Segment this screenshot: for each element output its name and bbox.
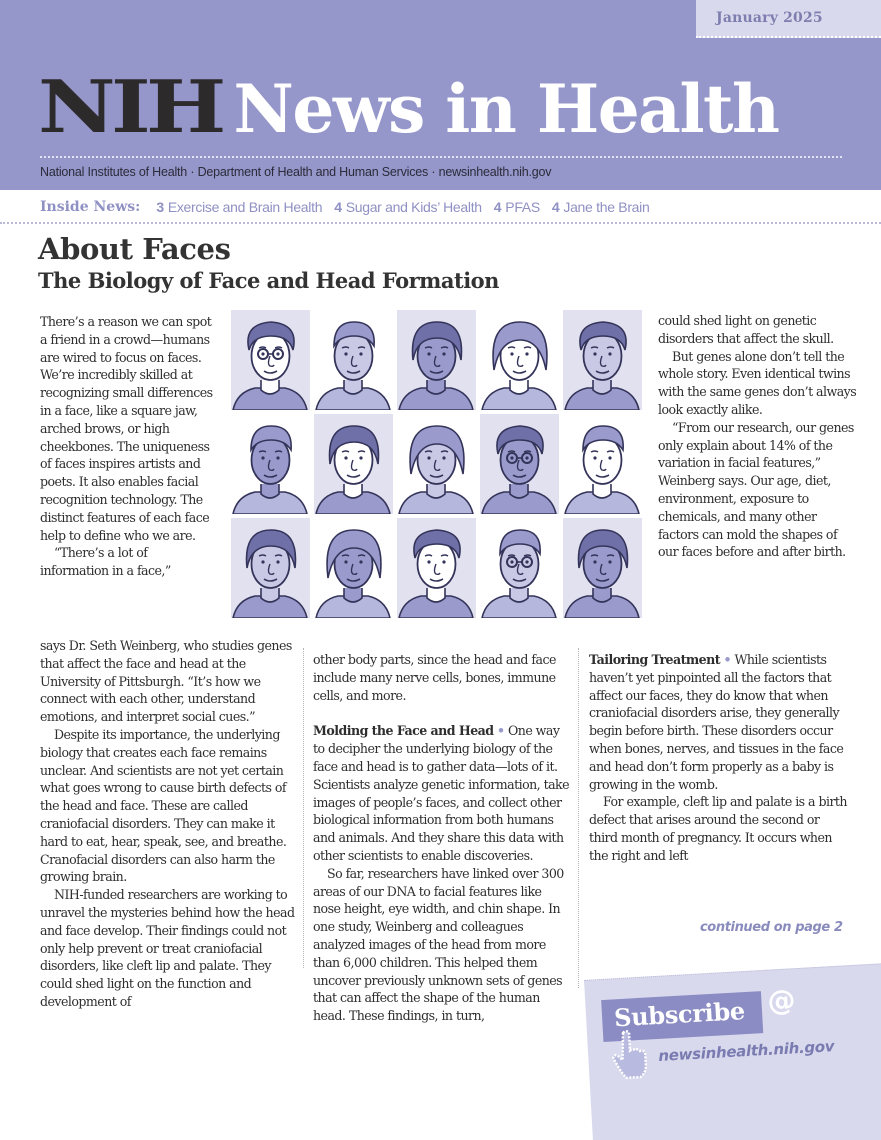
paragraph: other body parts, since the head and face include many nerve cells, bones, immune cells, and more. (313, 652, 556, 703)
issue-date-tab (696, 0, 881, 38)
face-drawing-icon (231, 310, 310, 410)
paragraph: NIH-funded researchers are working to unravel the mysteries behind how the head and face develop. Their findings could not only help prevent or treat craniofacial disorders, like cleft lip and palate. They could shed light on the function and development of (40, 887, 295, 1009)
publication-title (38, 64, 779, 149)
face-drawing-icon (480, 518, 559, 618)
face-portrait (563, 310, 642, 410)
paragraph: could shed light on genetic disorders that affect the skull. (658, 313, 834, 346)
face-drawing-icon (397, 310, 476, 410)
section-heading: Tailoring Treatment (589, 652, 721, 667)
inside-item-title: Exercise and Brain Health (167, 199, 323, 215)
face-portrait (480, 414, 559, 514)
paragraph: But genes alone don’t tell the whole story. Even identical twins with the same genes don’t always look exactly alike. (658, 348, 857, 417)
column-2 (313, 651, 571, 1025)
inside-item-pfas[interactable] (494, 199, 540, 215)
masthead (0, 0, 881, 190)
face-portrait (397, 518, 476, 618)
page-number: 3 (156, 199, 164, 215)
page-number: 4 (493, 199, 502, 215)
face-portrait (314, 414, 393, 514)
masthead-divider (40, 156, 842, 158)
section-text: One way to decipher the underlying biology of the face and head is to gather data—lots of it. Scientists analyze genetic information, take images of people’s faces, and collect other biological information from both humans and animals. And they share this data with other scientists to enable discoveries. (313, 723, 570, 863)
inside-news-divider (0, 222, 881, 224)
face-portrait (314, 518, 393, 618)
face-drawing-icon (563, 518, 642, 618)
paragraph: So far, researchers have linked over 300 areas of our DNA to facial features like nose height, eye width, and chin shape. In one study, Weinberg and colleagues analyzed images of the head from more than 6,000 children. This helped them uncover previously unknown sets of genes that can affect the shape of the human head. These findings, in turn, (313, 865, 564, 1024)
title-nih: NIH (38, 64, 222, 149)
inside-item-jane[interactable] (552, 199, 650, 215)
at-symbol-icon: @ (766, 983, 797, 1018)
section-tailoring (589, 651, 851, 793)
face-drawing-icon (397, 414, 476, 514)
face-drawing-icon (480, 414, 559, 514)
face-drawing-icon (563, 310, 642, 410)
face-portrait (314, 310, 393, 410)
paragraph: There’s a reason we can spot a friend in a crowd—humans are wired to focus on faces. We’re incredibly skilled at recognizing small differences in a face, like a square jaw, arched brows, or high cheekbones. The uniqueness of faces inspires artists and poets. It also enables facial recognition technology. The distinct features of each face help to define who we are. (40, 314, 213, 543)
face-drawing-icon (231, 414, 310, 514)
bullet-dot: • (723, 652, 731, 667)
column-3-top (658, 312, 858, 561)
paragraph: “There’s a lot of information in a face,” (40, 545, 171, 579)
paragraph: Despite its importance, the underlying biology that creates each face remains unclear. And scientists are not yet certain what goes wrong to cause birth defects of the head and face. These are called craniofacial disorders. They can make it hard to eat, hear, speak, see, and breathe. Cranofacial disorders can also harm the growing brain. (40, 726, 287, 885)
inside-news-label: Inside News: (40, 199, 141, 215)
article-subhead: The Biology of Face and Head Formation (38, 268, 499, 293)
column-divider (303, 648, 304, 968)
column-1-bottom (40, 637, 295, 1011)
face-portrait (231, 518, 310, 618)
pointing-hand-icon (609, 1027, 652, 1083)
title-news-in-health: News in Health (233, 70, 779, 148)
inside-item-title: Sugar and Kids’ Health (345, 199, 482, 215)
face-drawing-icon (397, 518, 476, 618)
faces-illustration (231, 310, 645, 618)
bullet-dot: • (497, 723, 505, 739)
article-headline: About Faces (38, 232, 231, 266)
section-heading: Molding the Face and Head (313, 723, 494, 739)
inside-news-bar (40, 196, 661, 218)
face-portrait (563, 518, 642, 618)
page-number: 4 (551, 199, 560, 215)
subscribe-url[interactable]: newsinhealth.nih.gov (657, 1037, 835, 1065)
face-portrait (231, 414, 310, 514)
issue-date: January 2025 (716, 10, 823, 26)
inside-item-title: Jane the Brain (563, 199, 650, 215)
face-portrait (480, 518, 559, 618)
paragraph: “From our research, our genes only explain about 14% of the variation in facial features,” Weinberg says. Our age, diet, environment, exposure to chemicals, and many other factors can mold the shapes of our faces before and after birth. (658, 419, 854, 560)
inside-item-sugar[interactable] (334, 199, 482, 215)
section-text: While scientists haven’t yet pinpointed all the factors that affect our faces, they do know that when craniofacial disorders arise, they generally begin before birth. These disorders occur when bones, nerves, and tissues in the face and head don’t form properly as a baby is growing in the womb. (589, 652, 844, 792)
face-drawing-icon (231, 518, 310, 618)
inside-item-title: PFAS (505, 199, 540, 215)
column-divider (578, 648, 579, 988)
paragraph: says Dr. Seth Weinberg, who studies genes that affect the face and head at the University of Pittsburgh. “It’s how we connect with each other, understand emotions, and interpret social cues.” (40, 638, 292, 725)
subscribe-label: Subscribe (613, 996, 746, 1033)
column-1-top (40, 313, 216, 580)
face-drawing-icon (563, 414, 642, 514)
face-portrait (231, 310, 310, 410)
section-molding (313, 722, 571, 864)
face-portrait (563, 414, 642, 514)
inside-item-exercise[interactable] (156, 199, 322, 215)
continued-link[interactable]: continued on page 2 (700, 920, 843, 935)
column-3-bottom (589, 651, 851, 865)
face-portrait (480, 310, 559, 410)
face-portrait (397, 310, 476, 410)
face-drawing-icon (314, 414, 393, 514)
masthead-subline: National Institutes of Health · Department of Health and Human Services · newsinhealth.nih.gov (40, 165, 552, 179)
face-portrait (397, 414, 476, 514)
face-drawing-icon (314, 518, 393, 618)
page-number: 4 (334, 199, 342, 215)
spacer (313, 704, 571, 722)
face-drawing-icon (314, 310, 393, 410)
paragraph: For example, cleft lip and palate is a birth defect that arises around the second or third month of pregnancy. It occurs when the right and left (589, 794, 847, 863)
subscribe-panel[interactable] (584, 962, 881, 1140)
face-drawing-icon (480, 310, 559, 410)
